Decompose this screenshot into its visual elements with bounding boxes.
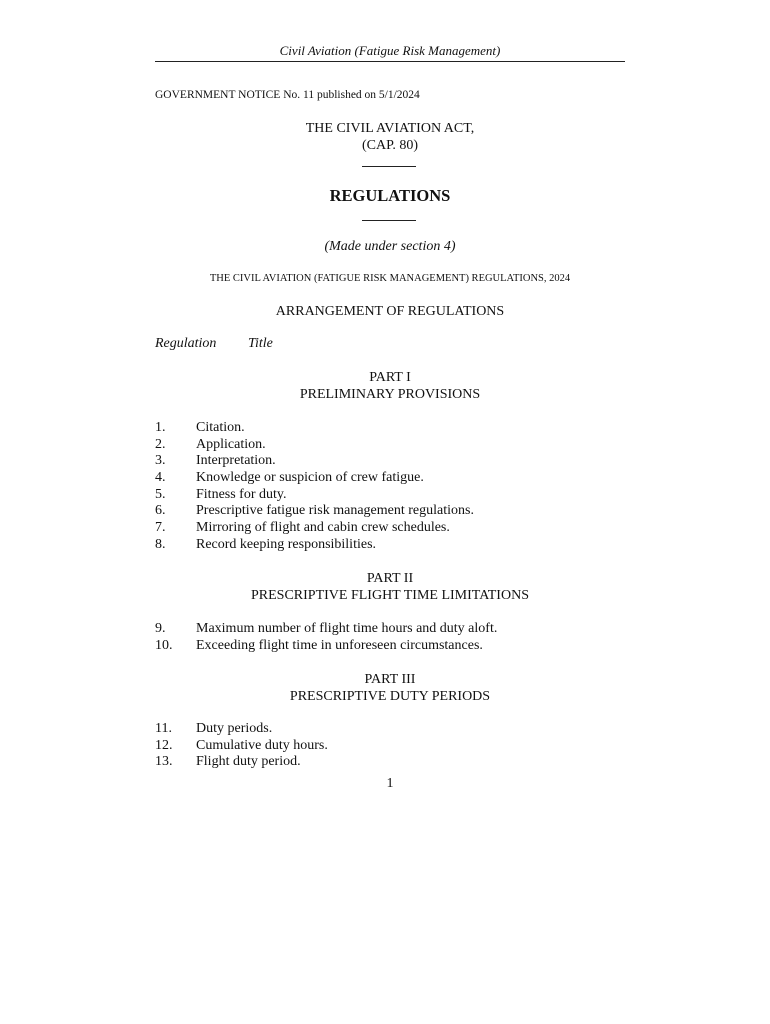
regulation-number: 4.: [155, 470, 166, 486]
made-under-note: (Made under section 4): [324, 239, 456, 254]
regulation-number: 13.: [155, 754, 173, 770]
regulation-number: 6.: [155, 503, 166, 519]
list-item: [155, 621, 625, 638]
regulation-number: 12.: [155, 737, 173, 753]
regulation-title: Duty periods.: [196, 721, 273, 736]
list-item: [155, 721, 625, 738]
act-cap: (CAP. 80): [361, 138, 418, 153]
regulation-number: 11.: [155, 721, 172, 736]
regulation-title: Mirroring of flight and cabin crew schedules.: [196, 520, 450, 536]
regulations-long-title: THE CIVIL AVIATION (FATIGUE RISK MANAGEMENT) REGULATIONS, 2024: [209, 273, 571, 284]
regulation-list: [155, 721, 625, 771]
act-title: THE CIVIL AVIATION ACT,: [305, 121, 475, 136]
regulation-number: 10.: [155, 637, 173, 653]
regulation-title: Record keeping responsibilities.: [196, 536, 377, 552]
list-item: [155, 503, 625, 520]
arrangement-heading: ARRANGEMENT OF REGULATIONS: [275, 304, 505, 319]
regulation-title: Knowledge or suspicion of crew fatigue.: [196, 470, 424, 486]
list-item: [155, 437, 625, 454]
government-notice: GOVERNMENT NOTICE No. 11 published on 5/1/2024: [155, 89, 420, 101]
regulation-list: [155, 420, 625, 554]
regulation-title: Interpretation.: [196, 453, 276, 469]
part-title: PRESCRIPTIVE FLIGHT TIME LIMITATIONS: [251, 588, 529, 603]
list-item: [155, 537, 625, 554]
list-item: [155, 738, 625, 755]
column-heading-regulation: Regulation: [155, 336, 217, 351]
regulation-number: 9.: [155, 621, 166, 636]
running-header: Civil Aviation (Fatigue Risk Management): [279, 43, 501, 58]
divider-rule: [362, 166, 416, 167]
regulation-title: Cumulative duty hours.: [196, 737, 328, 753]
part-label: PART II: [366, 571, 414, 586]
regulation-title: Application.: [196, 436, 266, 452]
regulation-title: Exceeding flight time in unforeseen circumstances.: [196, 637, 483, 653]
regulation-number: 2.: [155, 436, 166, 452]
regulation-number: 8.: [155, 536, 166, 552]
header-rule: [155, 61, 625, 62]
page-number: 1: [386, 776, 394, 791]
part-label: PART III: [364, 672, 416, 687]
regulation-number: 7.: [155, 520, 166, 536]
list-item: [155, 520, 625, 537]
regulation-number: 1.: [155, 420, 166, 435]
part-label: PART I: [369, 370, 411, 385]
list-item: [155, 470, 625, 487]
part-title: PRESCRIPTIVE DUTY PERIODS: [289, 689, 491, 704]
regulation-title: Flight duty period.: [196, 754, 301, 770]
regulation-title: Maximum number of flight time hours and duty aloft.: [196, 621, 498, 636]
regulation-number: 3.: [155, 453, 166, 469]
column-heading-title: Title: [248, 336, 273, 351]
list-item: [155, 638, 625, 655]
regulation-title: Citation.: [196, 420, 245, 435]
regulation-title: Prescriptive fatigue risk management regulations.: [196, 503, 474, 519]
regulation-title: Fitness for duty.: [196, 486, 287, 502]
list-item: [155, 754, 625, 771]
list-item: [155, 420, 625, 437]
regulation-number: 5.: [155, 486, 166, 502]
regulation-list: [155, 621, 625, 654]
divider-rule: [362, 220, 416, 221]
list-item: [155, 487, 625, 504]
part-title: PRELIMINARY PROVISIONS: [299, 387, 481, 402]
list-item: [155, 453, 625, 470]
regulations-heading: REGULATIONS: [329, 186, 451, 205]
